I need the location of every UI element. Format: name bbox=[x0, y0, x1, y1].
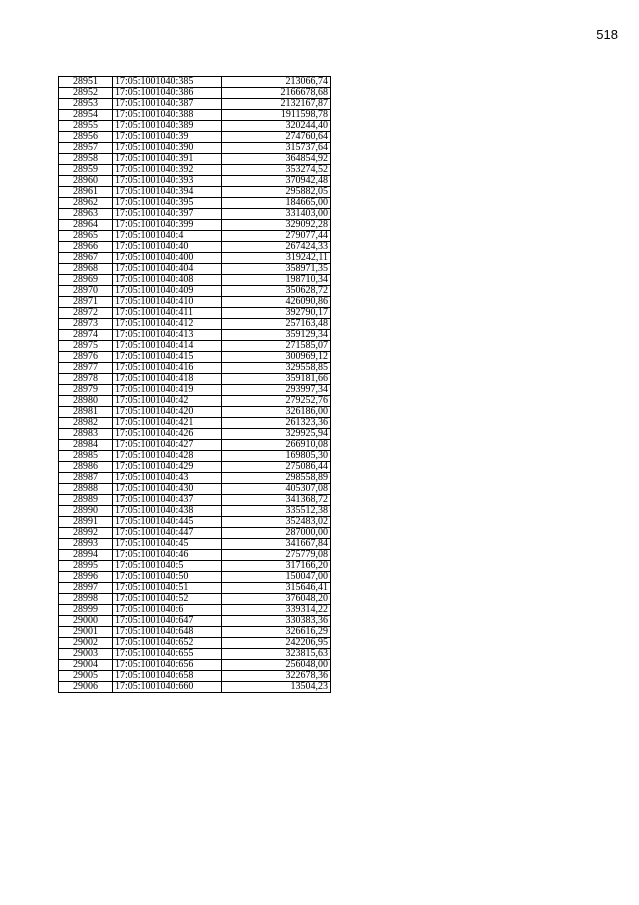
row-number-cell: 29001 bbox=[59, 627, 113, 638]
value-cell: 358971,35 bbox=[222, 264, 331, 275]
row-number-cell: 28972 bbox=[59, 308, 113, 319]
cadastral-number-cell: 17:05:1001040:418 bbox=[113, 374, 222, 385]
table-row bbox=[59, 627, 331, 638]
row-number-cell: 29000 bbox=[59, 616, 113, 627]
cadastral-number-cell: 17:05:1001040:52 bbox=[113, 594, 222, 605]
row-number-cell: 28982 bbox=[59, 418, 113, 429]
row-number-cell: 28998 bbox=[59, 594, 113, 605]
value-cell: 242206,95 bbox=[222, 638, 331, 649]
value-cell: 295882,05 bbox=[222, 187, 331, 198]
cadastral-number-cell: 17:05:1001040:399 bbox=[113, 220, 222, 231]
table-row bbox=[59, 506, 331, 517]
cadastral-number-cell: 17:05:1001040:46 bbox=[113, 550, 222, 561]
row-number-cell: 29005 bbox=[59, 671, 113, 682]
row-number-cell: 28980 bbox=[59, 396, 113, 407]
table-row bbox=[59, 616, 331, 627]
cadastral-number-cell: 17:05:1001040:445 bbox=[113, 517, 222, 528]
value-cell: 322678,36 bbox=[222, 671, 331, 682]
row-number-cell: 29004 bbox=[59, 660, 113, 671]
value-cell: 329092,28 bbox=[222, 220, 331, 231]
value-cell: 319242,11 bbox=[222, 253, 331, 264]
cadastral-number-cell: 17:05:1001040:389 bbox=[113, 121, 222, 132]
row-number-cell: 28984 bbox=[59, 440, 113, 451]
table-row bbox=[59, 143, 331, 154]
row-number-cell: 28993 bbox=[59, 539, 113, 550]
table-row bbox=[59, 176, 331, 187]
row-number-cell: 28997 bbox=[59, 583, 113, 594]
row-number-cell: 29002 bbox=[59, 638, 113, 649]
cadastral-number-cell: 17:05:1001040:4 bbox=[113, 231, 222, 242]
row-number-cell: 28999 bbox=[59, 605, 113, 616]
cadastral-number-cell: 17:05:1001040:428 bbox=[113, 451, 222, 462]
value-cell: 376048,20 bbox=[222, 594, 331, 605]
cadastral-number-cell: 17:05:1001040:658 bbox=[113, 671, 222, 682]
value-cell: 359181,66 bbox=[222, 374, 331, 385]
row-number-cell: 29006 bbox=[59, 682, 113, 693]
row-number-cell: 28995 bbox=[59, 561, 113, 572]
cadastral-number-cell: 17:05:1001040:429 bbox=[113, 462, 222, 473]
value-cell: 257163,48 bbox=[222, 319, 331, 330]
table-row bbox=[59, 363, 331, 374]
table-row bbox=[59, 660, 331, 671]
cadastral-number-cell: 17:05:1001040:647 bbox=[113, 616, 222, 627]
table-body bbox=[59, 77, 331, 693]
table-row bbox=[59, 264, 331, 275]
table-row bbox=[59, 550, 331, 561]
value-cell: 279252,76 bbox=[222, 396, 331, 407]
table-row bbox=[59, 429, 331, 440]
value-cell: 364854,92 bbox=[222, 154, 331, 165]
table-row bbox=[59, 198, 331, 209]
cadastral-number-cell: 17:05:1001040:395 bbox=[113, 198, 222, 209]
value-cell: 315646,41 bbox=[222, 583, 331, 594]
table-row bbox=[59, 121, 331, 132]
table-row bbox=[59, 275, 331, 286]
cadastral-number-cell: 17:05:1001040:660 bbox=[113, 682, 222, 693]
value-cell: 350628,72 bbox=[222, 286, 331, 297]
row-number-cell: 28965 bbox=[59, 231, 113, 242]
table-row bbox=[59, 77, 331, 88]
value-cell: 275779,08 bbox=[222, 550, 331, 561]
row-number-cell: 28978 bbox=[59, 374, 113, 385]
value-cell: 341368,72 bbox=[222, 495, 331, 506]
cadastral-number-cell: 17:05:1001040:45 bbox=[113, 539, 222, 550]
cadastral-number-cell: 17:05:1001040:414 bbox=[113, 341, 222, 352]
row-number-cell: 28955 bbox=[59, 121, 113, 132]
table-row bbox=[59, 286, 331, 297]
cadastral-number-cell: 17:05:1001040:420 bbox=[113, 407, 222, 418]
table-row bbox=[59, 682, 331, 693]
row-number-cell: 28983 bbox=[59, 429, 113, 440]
row-number-cell: 28994 bbox=[59, 550, 113, 561]
value-cell: 271585,07 bbox=[222, 341, 331, 352]
cadastral-number-cell: 17:05:1001040:39 bbox=[113, 132, 222, 143]
value-cell: 150047,00 bbox=[222, 572, 331, 583]
value-cell: 287000,00 bbox=[222, 528, 331, 539]
table-row bbox=[59, 165, 331, 176]
table-row bbox=[59, 330, 331, 341]
table-row bbox=[59, 319, 331, 330]
cadastral-number-cell: 17:05:1001040:388 bbox=[113, 110, 222, 121]
row-number-cell: 28960 bbox=[59, 176, 113, 187]
row-number-cell: 28979 bbox=[59, 385, 113, 396]
cadastral-number-cell: 17:05:1001040:43 bbox=[113, 473, 222, 484]
table-row bbox=[59, 385, 331, 396]
table-row bbox=[59, 253, 331, 264]
row-number-cell: 28953 bbox=[59, 99, 113, 110]
value-cell: 2132167,87 bbox=[222, 99, 331, 110]
cadastral-number-cell: 17:05:1001040:438 bbox=[113, 506, 222, 517]
row-number-cell: 28991 bbox=[59, 517, 113, 528]
cadastral-number-cell: 17:05:1001040:408 bbox=[113, 275, 222, 286]
cadastral-number-cell: 17:05:1001040:385 bbox=[113, 77, 222, 88]
row-number-cell: 28986 bbox=[59, 462, 113, 473]
value-cell: 1911598,78 bbox=[222, 110, 331, 121]
value-cell: 339314,22 bbox=[222, 605, 331, 616]
value-cell: 370942,48 bbox=[222, 176, 331, 187]
row-number-cell: 28954 bbox=[59, 110, 113, 121]
table-row bbox=[59, 209, 331, 220]
value-cell: 261323,36 bbox=[222, 418, 331, 429]
cadastral-number-cell: 17:05:1001040:397 bbox=[113, 209, 222, 220]
row-number-cell: 28987 bbox=[59, 473, 113, 484]
row-number-cell: 28966 bbox=[59, 242, 113, 253]
row-number-cell: 28962 bbox=[59, 198, 113, 209]
cadastral-number-cell: 17:05:1001040:411 bbox=[113, 308, 222, 319]
table-row bbox=[59, 561, 331, 572]
row-number-cell: 28975 bbox=[59, 341, 113, 352]
cadastral-value-table bbox=[58, 76, 331, 693]
table-row bbox=[59, 341, 331, 352]
cadastral-number-cell: 17:05:1001040:652 bbox=[113, 638, 222, 649]
row-number-cell: 28970 bbox=[59, 286, 113, 297]
row-number-cell: 28961 bbox=[59, 187, 113, 198]
table-row bbox=[59, 473, 331, 484]
value-cell: 184665,00 bbox=[222, 198, 331, 209]
value-cell: 2166678,68 bbox=[222, 88, 331, 99]
value-cell: 198710,34 bbox=[222, 275, 331, 286]
table-row bbox=[59, 231, 331, 242]
cadastral-number-cell: 17:05:1001040:426 bbox=[113, 429, 222, 440]
table-row bbox=[59, 88, 331, 99]
value-cell: 392790,17 bbox=[222, 308, 331, 319]
value-cell: 329558,85 bbox=[222, 363, 331, 374]
table-row bbox=[59, 308, 331, 319]
table-row bbox=[59, 572, 331, 583]
row-number-cell: 28981 bbox=[59, 407, 113, 418]
cadastral-number-cell: 17:05:1001040:404 bbox=[113, 264, 222, 275]
cadastral-number-cell: 17:05:1001040:416 bbox=[113, 363, 222, 374]
row-number-cell: 28959 bbox=[59, 165, 113, 176]
cadastral-number-cell: 17:05:1001040:412 bbox=[113, 319, 222, 330]
value-cell: 405307,08 bbox=[222, 484, 331, 495]
value-cell: 300969,12 bbox=[222, 352, 331, 363]
table-row bbox=[59, 132, 331, 143]
value-cell: 326616,29 bbox=[222, 627, 331, 638]
value-cell: 341667,84 bbox=[222, 539, 331, 550]
cadastral-number-cell: 17:05:1001040:50 bbox=[113, 572, 222, 583]
table-row bbox=[59, 418, 331, 429]
cadastral-number-cell: 17:05:1001040:5 bbox=[113, 561, 222, 572]
table-row bbox=[59, 407, 331, 418]
row-number-cell: 28951 bbox=[59, 77, 113, 88]
row-number-cell: 28974 bbox=[59, 330, 113, 341]
value-cell: 293997,34 bbox=[222, 385, 331, 396]
table-row bbox=[59, 220, 331, 231]
table-row bbox=[59, 352, 331, 363]
cadastral-number-cell: 17:05:1001040:40 bbox=[113, 242, 222, 253]
row-number-cell: 28969 bbox=[59, 275, 113, 286]
cadastral-number-cell: 17:05:1001040:427 bbox=[113, 440, 222, 451]
cadastral-number-cell: 17:05:1001040:421 bbox=[113, 418, 222, 429]
table-row bbox=[59, 462, 331, 473]
cadastral-number-cell: 17:05:1001040:409 bbox=[113, 286, 222, 297]
row-number-cell: 28996 bbox=[59, 572, 113, 583]
value-cell: 323815,63 bbox=[222, 649, 331, 660]
value-cell: 330383,36 bbox=[222, 616, 331, 627]
row-number-cell: 28976 bbox=[59, 352, 113, 363]
value-cell: 169805,30 bbox=[222, 451, 331, 462]
cadastral-number-cell: 17:05:1001040:655 bbox=[113, 649, 222, 660]
table-row bbox=[59, 605, 331, 616]
cadastral-number-cell: 17:05:1001040:394 bbox=[113, 187, 222, 198]
table-row bbox=[59, 374, 331, 385]
value-cell: 359129,34 bbox=[222, 330, 331, 341]
table-row bbox=[59, 242, 331, 253]
cadastral-number-cell: 17:05:1001040:400 bbox=[113, 253, 222, 264]
row-number-cell: 28956 bbox=[59, 132, 113, 143]
table-row bbox=[59, 539, 331, 550]
cadastral-number-cell: 17:05:1001040:391 bbox=[113, 154, 222, 165]
page-number: 518 bbox=[596, 27, 618, 42]
table-row bbox=[59, 154, 331, 165]
table-row bbox=[59, 440, 331, 451]
cadastral-number-cell: 17:05:1001040:413 bbox=[113, 330, 222, 341]
value-cell: 13504,23 bbox=[222, 682, 331, 693]
row-number-cell: 28977 bbox=[59, 363, 113, 374]
value-cell: 331403,00 bbox=[222, 209, 331, 220]
cadastral-number-cell: 17:05:1001040:415 bbox=[113, 352, 222, 363]
cadastral-number-cell: 17:05:1001040:648 bbox=[113, 627, 222, 638]
cadastral-number-cell: 17:05:1001040:430 bbox=[113, 484, 222, 495]
table-row bbox=[59, 495, 331, 506]
cadastral-number-cell: 17:05:1001040:392 bbox=[113, 165, 222, 176]
cadastral-number-cell: 17:05:1001040:447 bbox=[113, 528, 222, 539]
row-number-cell: 28968 bbox=[59, 264, 113, 275]
table-row bbox=[59, 484, 331, 495]
table-row bbox=[59, 187, 331, 198]
table-row bbox=[59, 583, 331, 594]
value-cell: 329925,94 bbox=[222, 429, 331, 440]
table-row bbox=[59, 451, 331, 462]
cadastral-number-cell: 17:05:1001040:42 bbox=[113, 396, 222, 407]
cadastral-number-cell: 17:05:1001040:390 bbox=[113, 143, 222, 154]
cadastral-number-cell: 17:05:1001040:656 bbox=[113, 660, 222, 671]
table-row bbox=[59, 297, 331, 308]
value-cell: 335512,38 bbox=[222, 506, 331, 517]
row-number-cell: 28973 bbox=[59, 319, 113, 330]
row-number-cell: 28990 bbox=[59, 506, 113, 517]
table-row bbox=[59, 638, 331, 649]
cadastral-number-cell: 17:05:1001040:393 bbox=[113, 176, 222, 187]
row-number-cell: 28963 bbox=[59, 209, 113, 220]
value-cell: 213066,74 bbox=[222, 77, 331, 88]
cadastral-number-cell: 17:05:1001040:387 bbox=[113, 99, 222, 110]
value-cell: 267424,33 bbox=[222, 242, 331, 253]
cadastral-number-cell: 17:05:1001040:386 bbox=[113, 88, 222, 99]
value-cell: 326186,00 bbox=[222, 407, 331, 418]
row-number-cell: 28971 bbox=[59, 297, 113, 308]
row-number-cell: 28967 bbox=[59, 253, 113, 264]
cadastral-number-cell: 17:05:1001040:6 bbox=[113, 605, 222, 616]
row-number-cell: 28952 bbox=[59, 88, 113, 99]
value-cell: 266910,08 bbox=[222, 440, 331, 451]
value-cell: 353274,52 bbox=[222, 165, 331, 176]
value-cell: 298558,89 bbox=[222, 473, 331, 484]
cadastral-number-cell: 17:05:1001040:51 bbox=[113, 583, 222, 594]
table-row bbox=[59, 517, 331, 528]
row-number-cell: 28985 bbox=[59, 451, 113, 462]
row-number-cell: 29003 bbox=[59, 649, 113, 660]
table-row bbox=[59, 528, 331, 539]
row-number-cell: 28957 bbox=[59, 143, 113, 154]
table-row bbox=[59, 99, 331, 110]
value-cell: 317166,20 bbox=[222, 561, 331, 572]
value-cell: 315737,64 bbox=[222, 143, 331, 154]
table-row bbox=[59, 594, 331, 605]
table-row bbox=[59, 110, 331, 121]
row-number-cell: 28964 bbox=[59, 220, 113, 231]
value-cell: 352483,02 bbox=[222, 517, 331, 528]
value-cell: 426090,86 bbox=[222, 297, 331, 308]
value-cell: 275086,44 bbox=[222, 462, 331, 473]
table-row bbox=[59, 649, 331, 660]
cadastral-number-cell: 17:05:1001040:437 bbox=[113, 495, 222, 506]
row-number-cell: 28988 bbox=[59, 484, 113, 495]
row-number-cell: 28958 bbox=[59, 154, 113, 165]
value-cell: 320244,40 bbox=[222, 121, 331, 132]
cadastral-number-cell: 17:05:1001040:419 bbox=[113, 385, 222, 396]
cadastral-number-cell: 17:05:1001040:410 bbox=[113, 297, 222, 308]
table-row bbox=[59, 396, 331, 407]
table-row bbox=[59, 671, 331, 682]
value-cell: 256048,00 bbox=[222, 660, 331, 671]
row-number-cell: 28989 bbox=[59, 495, 113, 506]
row-number-cell: 28992 bbox=[59, 528, 113, 539]
value-cell: 274760,64 bbox=[222, 132, 331, 143]
value-cell: 279077,44 bbox=[222, 231, 331, 242]
